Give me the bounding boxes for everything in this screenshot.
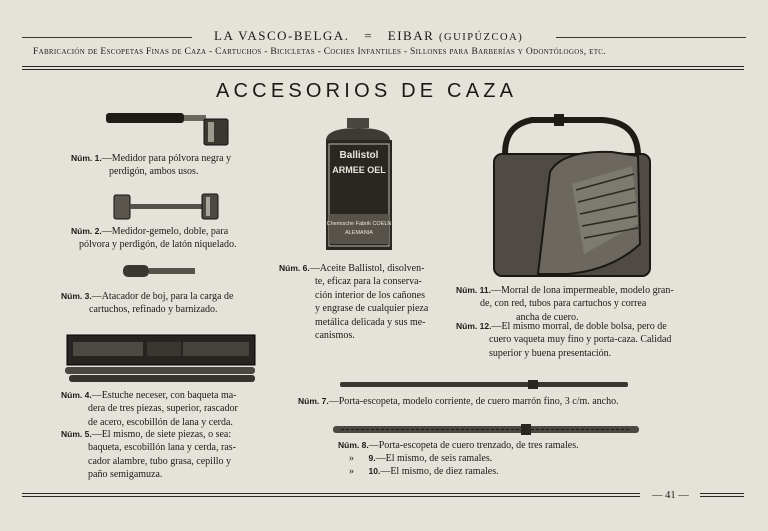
braided-sling-illustration: [331, 424, 641, 436]
item-11-line2: de, con red, tubos para cartuchos y correa: [480, 298, 647, 310]
item-5-line2: baqueta, escobillón lana y cerda, ras-: [88, 442, 236, 454]
can-brand: Ballistol: [339, 150, 379, 161]
header-subline: Fabricación de Escopetas Finas de Caza - Cartuchos - Bicicletas - Coches Infantiles - Sillones para Barberías y Odontólogos, etc.: [33, 47, 606, 57]
item-12-line1: —El mismo morral, de doble bolsa, pero de: [491, 321, 667, 332]
item-4-line3: de acero, escobillón de lana y cerda.: [88, 416, 233, 428]
item-9-text: —El mismo, de seis ramales.: [375, 453, 493, 464]
item-7-caption: [298, 395, 619, 408]
can-country: ALEMANIA: [345, 230, 373, 236]
item-11-number: Núm. 11.: [456, 285, 491, 295]
item-11-caption: [456, 284, 674, 324]
gun-sling-illustration: [338, 380, 630, 390]
item-6-line2: te, eficaz para la conserva-: [315, 276, 422, 288]
footer-double-rule: [22, 493, 640, 497]
item-1-line1: —Medidor para pólvora negra y: [101, 153, 232, 164]
item-8-number: Núm. 8.: [338, 440, 369, 450]
item-6-line5: metálica delicada y sus me-: [315, 316, 426, 328]
item-4-caption: [61, 389, 271, 429]
item-6-number: Núm. 6.: [279, 263, 310, 273]
item-4-line1: —Estuche neceser, con baqueta ma-: [91, 390, 237, 401]
item-10-text: —El mismo, de diez ramales.: [380, 466, 499, 477]
item-5-line1: —El mismo, de siete piezas, o sea:: [91, 429, 232, 440]
item-2-line1: —Medidor-gemelo, doble, para: [101, 226, 229, 237]
item-6-line6: canismos.: [315, 330, 355, 342]
game-bag-illustration: [492, 114, 652, 278]
item-2-number: Núm. 2.: [71, 226, 102, 236]
item-2-caption: [71, 225, 236, 252]
item-3-number: Núm. 3.: [61, 291, 92, 301]
item-4-line2: dera de tres piezas, superior, rascador: [88, 403, 238, 415]
item-9-ditto-mark: »: [349, 453, 354, 464]
company-region: (GUIPÚZCOA): [439, 32, 524, 43]
page-number: — 41 —: [652, 490, 689, 501]
item-1-number: Núm. 1.: [71, 153, 102, 163]
item-8-caption: [338, 439, 579, 452]
item-3-caption: [61, 290, 233, 317]
company-city: EIBAR: [387, 28, 435, 43]
item-12-caption: [456, 320, 671, 360]
item-6-caption: [279, 262, 428, 342]
cleaning-kit-illustration: [63, 333, 259, 385]
item-6-line4: y engrase de cualquier pieza: [315, 303, 429, 315]
powder-measure-illustration: [104, 110, 234, 146]
header-rule-right: [556, 37, 746, 38]
item-6-line1: —Aceite Ballistol, disolven-: [309, 263, 425, 274]
item-7-text: —Porta-escopeta, modelo corriente, de cuero marrón fino, 3 c/m. ancho.: [328, 396, 619, 407]
item-10-ditto-mark: »: [349, 466, 354, 477]
item-10-caption: [349, 465, 499, 478]
company-name: [214, 28, 523, 44]
rammer-illustration: [121, 263, 199, 279]
item-5-line4: paño semigamuza.: [88, 469, 163, 481]
item-8-text: —Porta-escopeta de cuero trenzado, de tres ramales.: [368, 440, 579, 451]
item-3-line1: —Atacador de boj, para la carga de: [91, 291, 234, 302]
header-double-rule: [22, 66, 744, 70]
company-separator: =: [364, 28, 374, 43]
item-9-caption: [349, 452, 492, 465]
item-12-line2: cuero vaqueta muy fino y porta-caza. Calidad: [489, 334, 672, 346]
double-measure-illustration: [112, 192, 224, 222]
can-product: ARMEE OEL: [332, 165, 386, 175]
item-4-number: Núm. 4.: [61, 390, 92, 400]
item-5-caption: [61, 428, 271, 482]
item-2-line2: pólvora y perdigón, de latón niquelado.: [79, 239, 237, 251]
can-maker: Chemische Fabrik COELN: [326, 221, 392, 227]
item-11-line3: ancha de cuero.: [516, 311, 579, 323]
item-6-line3: ción interior de los cañones: [315, 289, 425, 301]
item-10-number: 10.: [368, 466, 381, 476]
footer-double-rule-right: [700, 493, 744, 497]
item-3-line2: cartuchos, refinado y barnizado.: [89, 304, 218, 316]
item-5-number: Núm. 5.: [61, 429, 92, 439]
item-11-line1: —Morral de lona impermeable, modelo gran-: [490, 285, 674, 296]
item-12-line3: superior y buena presentación.: [489, 347, 612, 359]
item-1-line2: perdigón, ambos usos.: [109, 166, 199, 178]
item-12-number: Núm. 12.: [456, 321, 492, 331]
header-rule-left: [22, 37, 192, 38]
item-1-caption: [71, 152, 231, 179]
company-left: LA VASCO-BELGA.: [214, 28, 350, 43]
item-7-number: Núm. 7.: [298, 396, 329, 406]
page-title: ACCESORIOS DE CAZA: [216, 80, 518, 102]
item-5-line3: cador alambre, tubo grasa, cepillo y: [88, 455, 231, 467]
item-9-number: 9.: [368, 453, 376, 463]
